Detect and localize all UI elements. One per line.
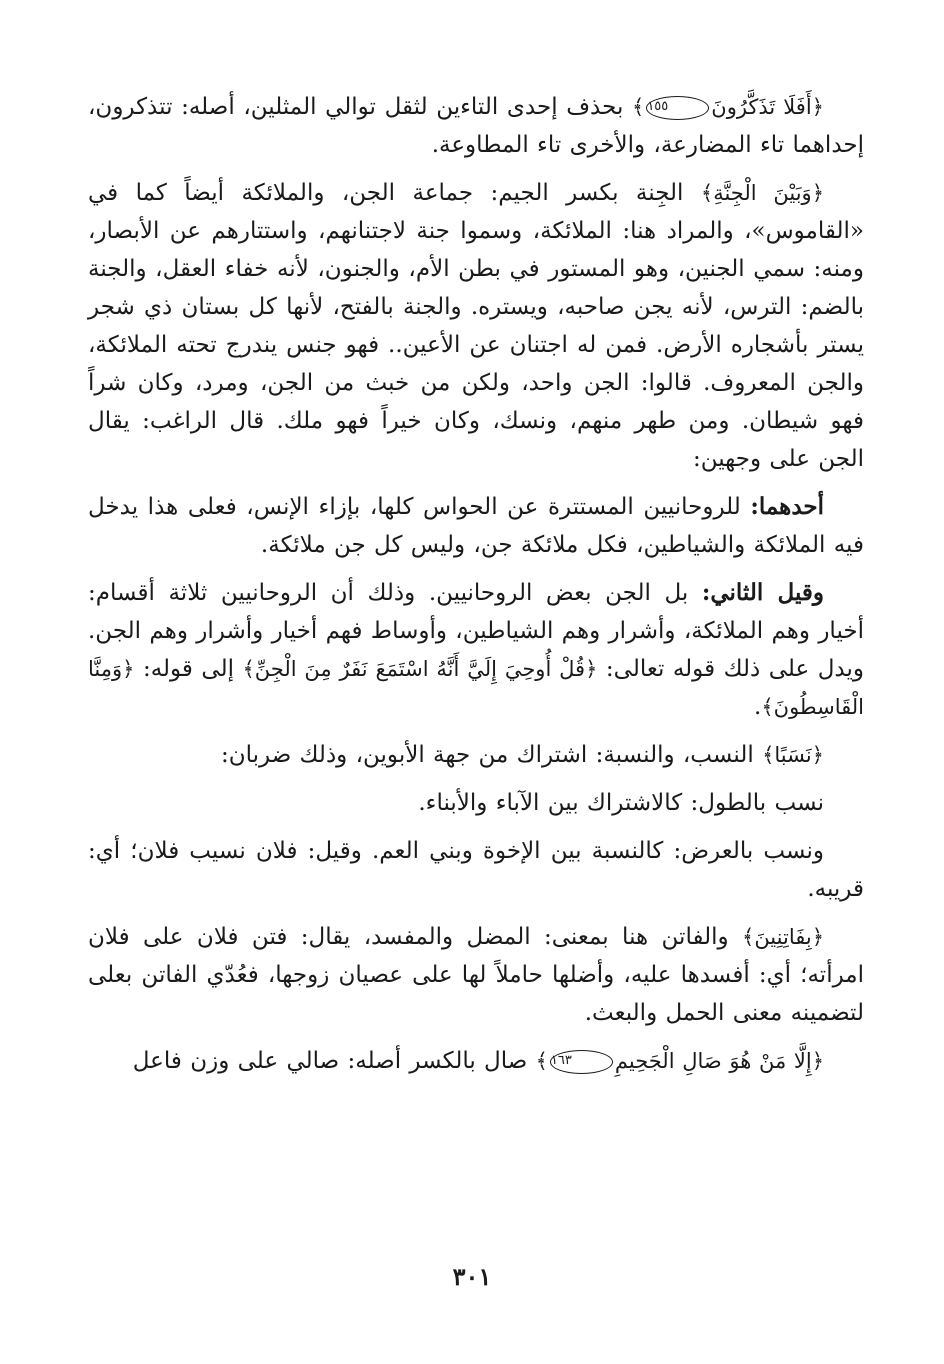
ayah-number-badge: ١٦٣ <box>550 1050 613 1074</box>
paragraph-text: بل الجن بعض الروحانيين. وذلك أن الروحانيين ثلاثة أقسام: أخيار وهم الملائكة، وأشرار وهم الشياطين، وأوساط فهم أخيار وأشرار وهم الجن. ويدل على ذلك قوله تعالى: <box>88 580 865 682</box>
paragraph-2 <box>88 174 864 478</box>
paragraph-6 <box>88 784 864 822</box>
quran-quote-close: ﴾ <box>535 1049 548 1073</box>
paragraph-text-3: . <box>754 694 762 720</box>
paragraph-text: النسب، والنسبة: اشتراك من جهة الأبوين، وذلك ضربان: <box>220 742 763 768</box>
paragraph-text: للروحانيين المستترة عن الحواس كلها، بإزاء الإنس، فعلى هذا يدخل فيه الملائكة والشياطين، فكل ملائكة جن، وليس كل جن ملائكة. <box>88 494 864 558</box>
paragraph-lead: أحدهما: <box>750 493 824 520</box>
paragraph-text-2: إلى قوله: <box>134 656 243 682</box>
paragraph-8 <box>88 918 864 1032</box>
paragraph-5 <box>88 736 864 774</box>
page-number: ٣٠١ <box>452 1262 492 1291</box>
quran-quote: ﴿قُلْ أُوحِيَ إِلَيَّ أَنَّهُ اسْتَمَعَ نَفَرٌ مِنَ الْجِنِّ﴾ <box>242 657 598 681</box>
page-body <box>88 88 864 1328</box>
paragraph-text: صال بالكسر أصله: صالي على وزن فاعل <box>132 1048 536 1074</box>
paragraph-text: بحذف إحدى التاءين لثقل توالي المثلين، أصله: تتذكرون، إحداهما تاء المضارعة، والأخرى تاء المطاوعة. <box>88 94 864 158</box>
quran-quote: ﴿إِلَّا مَنْ هُوَ صَالِ الْجَحِيمِ <box>614 1049 824 1073</box>
quran-quote-close: ﴾ <box>632 95 645 119</box>
paragraph-lead: وقيل الثاني: <box>701 579 824 606</box>
ayah-number-badge: ١٥٥ <box>646 96 709 120</box>
quran-quote: ﴿نَسَبًا﴾ <box>762 743 824 767</box>
quran-quote: ﴿بِفَاتِنِينَ﴾ <box>742 925 824 949</box>
quran-quote-2: ﴿وَمِنَّا الْقَاسِطُونَ﴾ <box>88 657 864 719</box>
quran-quote: ﴿أَفَلَا تَذَكَّرُونَ <box>711 95 824 119</box>
paragraph-text: والفاتن هنا بمعنى: المضل والمفسد، يقال: فتن فلان على فلان امرأته؛ أي: أفسدها عليه، وأضلها حاملاً لها على عصيان زوجها، فعُدّي الفاتن بعلى لتضمينه معنى الحمل والبعث. <box>88 924 864 1026</box>
paragraph-7 <box>88 832 864 908</box>
quran-quote: ﴿وَبَيْنَ الْجِنَّةِ﴾ <box>700 181 824 205</box>
paragraph-text: ونسب بالعرض: كالنسبة بين الإخوة وبني العم. وقيل: فلان نسيب فلان؛ أي: قريبه. <box>88 838 864 902</box>
paragraph-3 <box>88 488 864 564</box>
paragraph-text: نسب بالطول: كالاشتراك بين الآباء والأبناء. <box>418 790 824 816</box>
paragraph-1 <box>88 88 864 164</box>
paragraph-9 <box>88 1042 864 1080</box>
paragraph-4 <box>88 574 864 726</box>
paragraph-text: الجِنة بكسر الجيم: جماعة الجن، والملائكة أيضاً كما في «القاموس»، والمراد هنا: الملائكة، وسموا جنة لاجتنانهم، واستتارهم عن الأبصار، ومنه: سمي الجنين، وهو المستور في بطن الأم، والجنون، لأنه خفاء العقل، والجنة بالضم: الترس، لأنه يجن صاحبه، ويستره. والجنة بالفتح، لأنها كل بستان ذي شجر يستر بأشجاره الأرض. فمن له اجتنان عن الأعين.. فهو جنس يندرج تحته الملائكة، والجن المعروف. قالوا: الجن واحد، ولكن من خبث من الجن، ومرد، وكان شراً فهو شيطان. ومن طهر منهم، ونسك، وكان خيراً فهو ملك. قال الراغب: يقال الجن على وجهين: <box>88 180 864 472</box>
